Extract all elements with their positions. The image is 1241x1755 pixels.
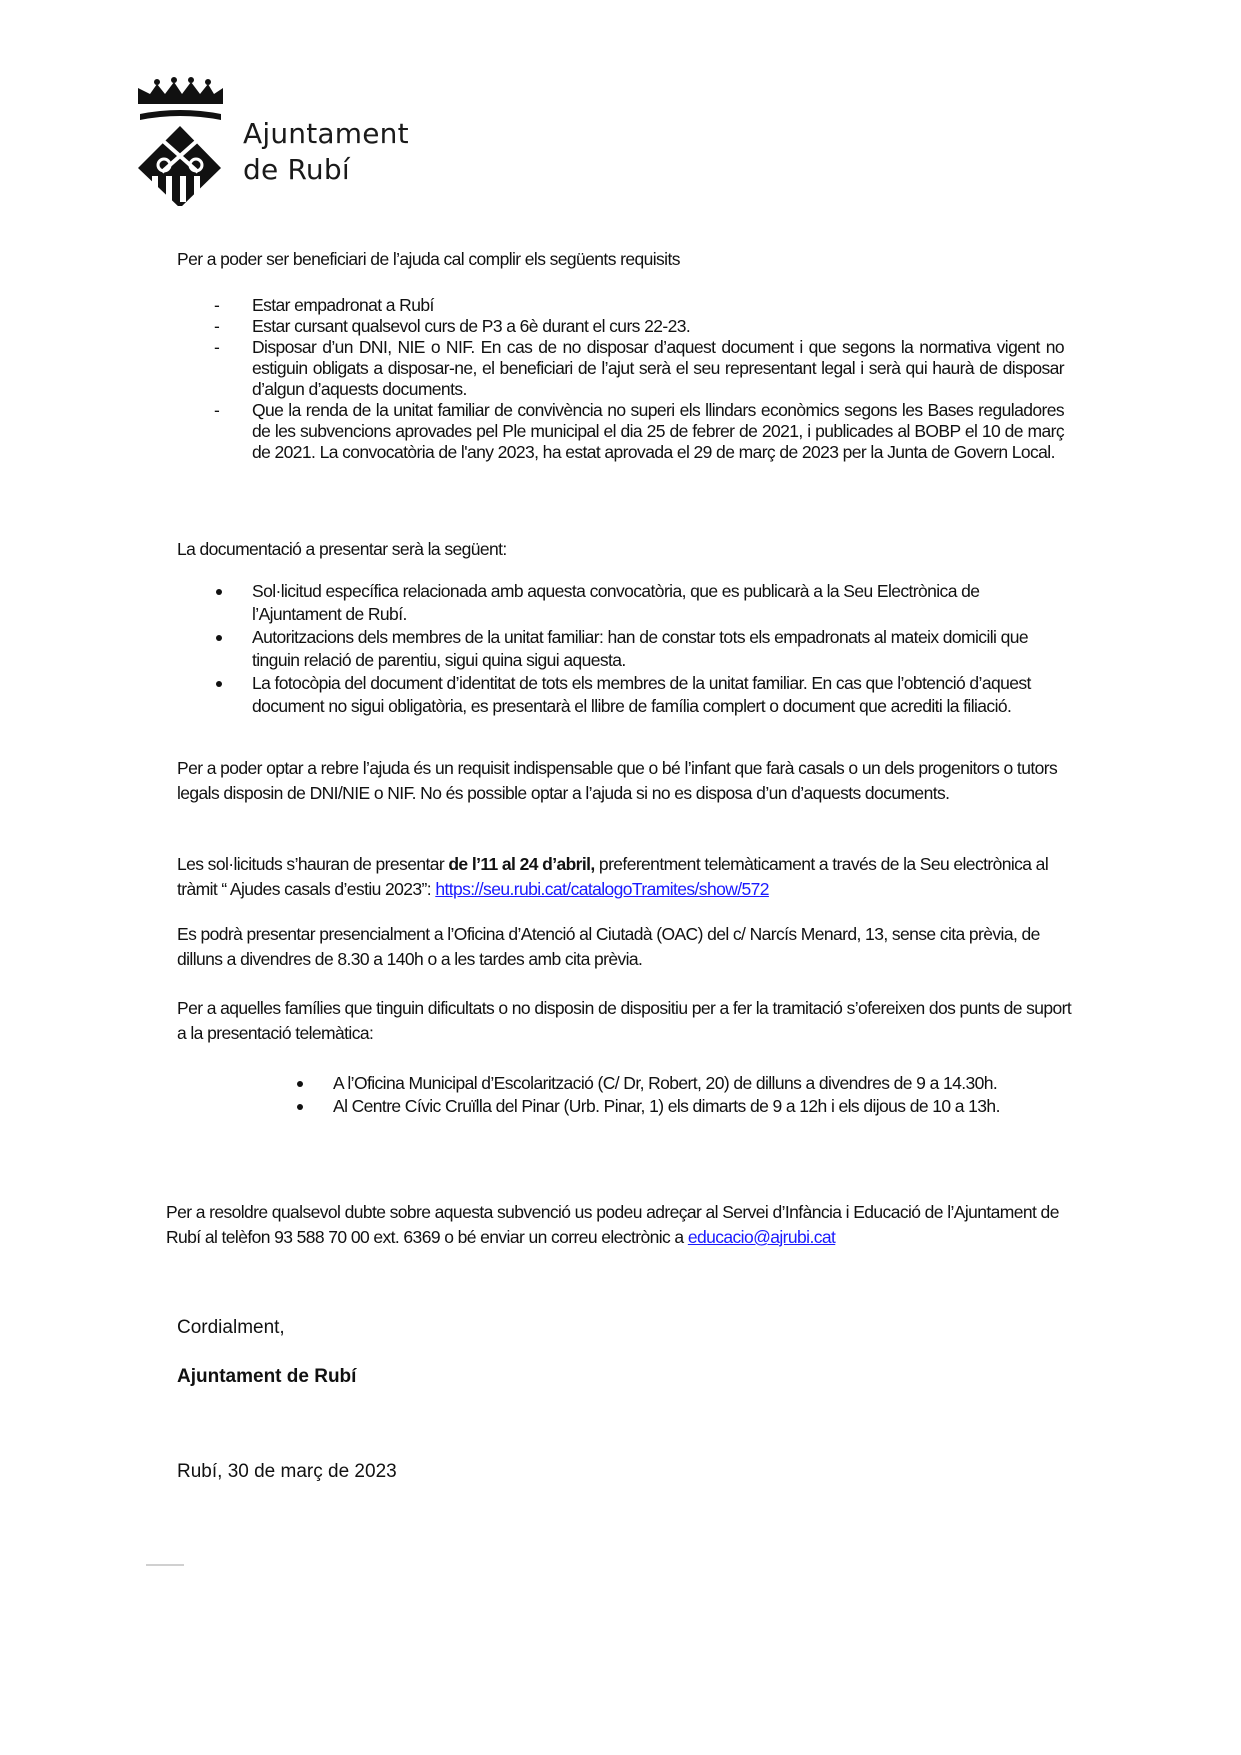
documentation-heading: La documentació a presentar serà la següent: xyxy=(177,539,507,559)
bullet-icon xyxy=(216,681,222,687)
bullet-icon xyxy=(216,635,222,641)
list-item: - Estar empadronat a Rubí xyxy=(214,295,434,315)
salutation: Cordialment, xyxy=(177,1317,285,1338)
bullet-icon xyxy=(297,1081,303,1087)
id-requirement-paragraph: Per a poder optar a rebre l’ajuda és un requisit indispensable que o bé l’infant que farà casals o un dels progenitors o tutors legals disposin de DNI/NIE o NIF. No és possible optar a l’ajuda si no es disposa d’un d’aquests documents. xyxy=(177,758,1058,803)
documentation-list xyxy=(252,580,1072,718)
coat-of-arms-icon xyxy=(128,76,238,206)
applications-paragraph: Les sol·licituds s’hauran de presentar de l’11 al 24 d’abril, preferentment telemàticament a través de la Seu electrònica al tràmit “ Ajudes casals d’estiu 2023”: https://seu.rubi.cat/catalogoTramites/show/572 xyxy=(177,854,1049,899)
contact-paragraph: Per a resoldre qualsevol dubte sobre aquesta subvenció us podeu adreçar al Servei d’Infància i Educació de l’Ajuntament de Rubí al telèfon 93 588 70 00 ext. 6369 o bé enviar un correu electrònic a educacio@ajrubi.cat xyxy=(166,1202,1059,1247)
list-item: Al Centre Cívic Cruïlla del Pinar (Urb. Pinar, 1) els dimarts de 9 a 12h i els dijous de 10 a 13h. xyxy=(333,1095,1078,1118)
list-item: - Estar cursant qualsevol curs de P3 a 6è durant el curs 22-23. xyxy=(214,316,691,336)
list-item: La fotocòpia del document d’identitat de tots els membres de la unitat familiar. En cas que l’obtenció d’aquest document no sigui obligatòria, es presentarà el llibre de família complert o document que acrediti la filiació. xyxy=(252,672,1072,718)
list-item: Autoritzacions dels membres de la unitat familiar: han de constar tots els empadronats al mateix domicili que tinguin relació de parentiu, sigui quina sigui aquesta. xyxy=(252,626,1072,672)
bullet-icon xyxy=(297,1104,303,1110)
org-name-line2: de Rubí xyxy=(243,153,350,186)
support-intro-paragraph: Per a aquelles famílies que tinguin dificultats o no disposin de dispositiu per a fer la tramitació s’ofereixen dos punts de suport a la presentació telemàtica: xyxy=(177,998,1072,1043)
list-item: - Que la renda de la unitat familiar de convivència no superi els llindars econòmics segons les Bases reguladores de les subvencions aprovades pel Ple municipal el dia 25 de febrer de 2021, i publicades al BOBP el 10 de març de 2021. La convocatòria de l'any 2023, ha estat aprovada el 29 de març de 2023 per la Junta de Govern Local. xyxy=(214,400,1064,462)
list-item: Sol·licitud específica relacionada amb aquesta convocatòria, que es publicarà a la Seu Electrònica de l’Ajuntament de Rubí. xyxy=(252,580,1072,626)
list-item: - Disposar d’un DNI, NIE o NIF. En cas de no disposar d’aquest document i que segons la normativa vigent no estiguin obligats a disposar-ne, el beneficiari de l’ajut serà el seu representant legal i serà qui haurà de disposar d’algun d’aquests documents. xyxy=(214,337,1064,399)
bullet-icon xyxy=(216,589,222,595)
dash-bullet-icon: - xyxy=(214,316,220,336)
list-item: A l’Oficina Municipal d’Escolarització (C/ Dr, Robert, 20) de dilluns a divendres de 9 a 14.30h. xyxy=(333,1072,1078,1095)
dash-bullet-icon: - xyxy=(214,337,220,357)
dash-bullet-icon: - xyxy=(214,400,220,420)
support-points-list xyxy=(333,1072,1078,1118)
org-name-line1: Ajuntament xyxy=(243,117,409,150)
signature: Ajuntament de Rubí xyxy=(177,1366,357,1387)
dash-bullet-icon: - xyxy=(214,295,220,315)
place-date: Rubí, 30 de març de 2023 xyxy=(177,1461,397,1482)
contact-email-link[interactable]: educacio@ajrubi.cat xyxy=(687,1227,836,1247)
requirements-list xyxy=(214,295,1064,463)
requirements-heading: Per a poder ser beneficiari de l’ajuda cal complir els següents requisits xyxy=(177,249,680,269)
seu-electronica-link[interactable]: https://seu.rubi.cat/catalogoTramites/show/572 xyxy=(435,879,769,899)
org-name xyxy=(243,116,409,188)
footer-divider xyxy=(146,1564,184,1566)
application-dates: de l’11 al 24 d’abril, xyxy=(448,854,595,874)
in-person-paragraph: Es podrà presentar presencialment a l’Oficina d’Atenció al Ciutadà (OAC) del c/ Narcís Menard, 13, sense cita prèvia, de dilluns a divendres de 8.30 a 140h o a les tardes amb cita prèvia. xyxy=(177,924,1040,969)
